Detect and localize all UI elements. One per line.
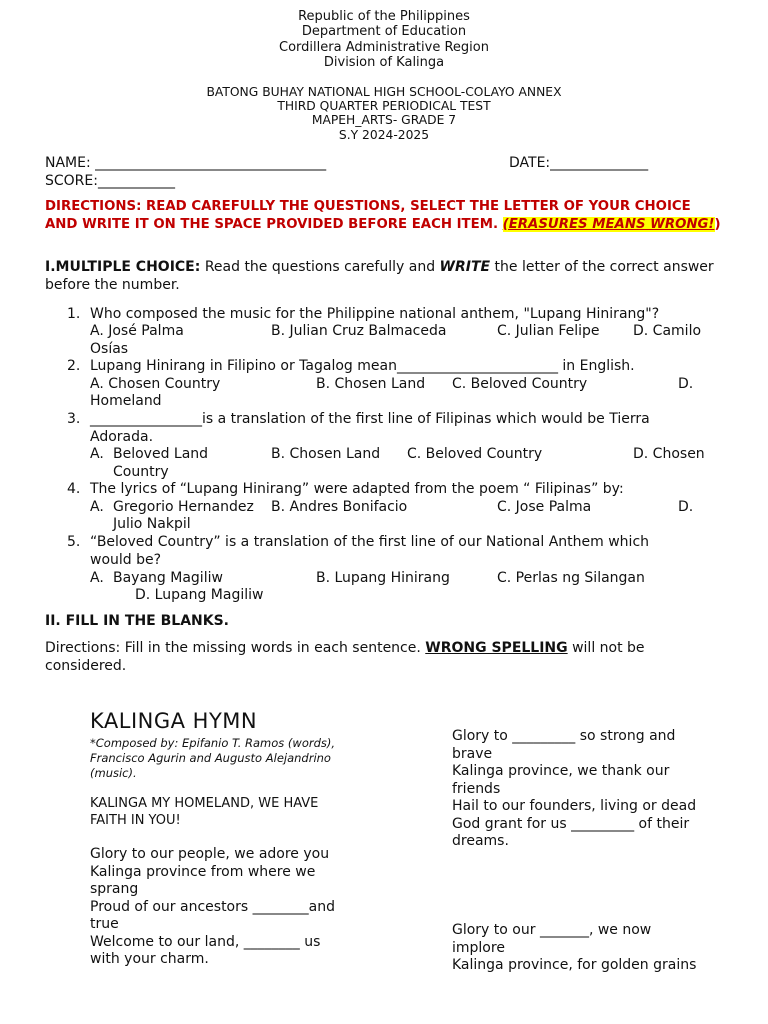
section2-title: II. FILL IN THE BLANKS.	[45, 613, 229, 629]
section1-instructions	[45, 259, 725, 294]
stanza-line: friends	[452, 780, 501, 797]
hymn-stanza-1	[90, 846, 335, 969]
option-a: Gregorio Hernandez	[113, 499, 254, 515]
section1-emph: WRITE	[439, 259, 491, 275]
refrain-line: FAITH IN YOU!	[90, 812, 181, 828]
stanza-line: Proud of our ancestors ________and	[90, 898, 335, 915]
option-c: C. Perlas ng Silangan	[497, 570, 645, 586]
option-a-letter: A.	[90, 570, 104, 586]
section2-dir-c: considered.	[45, 657, 127, 674]
wrong-spelling: WRONG SPELLING	[425, 640, 568, 656]
header-line: Division of Kalinga	[323, 54, 445, 70]
stanza-line: with your charm.	[90, 951, 209, 967]
stanza-line: Glory to our people, we adore you	[90, 846, 330, 862]
composer-line: *Composed by: Epifanio T. Ramos (words),	[90, 736, 336, 750]
option-b: B. Lupang Hinirang	[316, 570, 450, 586]
question-number: 5.	[67, 534, 81, 550]
question-text: Who composed the music for the Philippine national anthem, "Lupang Hinirang"?	[90, 306, 660, 322]
stanza-line: Kalinga province, we thank our	[452, 763, 670, 779]
erasures-warning: (ERASURES MEANS WRONG!	[502, 217, 715, 232]
score-field[interactable]: SCORE:___________	[45, 173, 175, 189]
stanza-line: sprang	[90, 881, 139, 897]
option-c: C. Jose Palma	[497, 499, 592, 515]
subject: MAPEH_ARTS- GRADE 7	[311, 113, 457, 128]
stanza-line: Welcome to our land, ________ us	[90, 933, 321, 950]
option-c: C. Beloved Country	[452, 376, 588, 392]
name-field[interactable]: NAME: _________________________________	[45, 155, 327, 171]
option-a: A. José Palma	[90, 323, 184, 339]
stanza-line: God grant for us _________ of their	[452, 815, 690, 832]
question-number: 4.	[67, 481, 81, 497]
stanza-line: Kalinga province, for golden grains	[452, 957, 697, 973]
section1-text-b: the letter of the correct answer before the number.	[45, 259, 714, 293]
option-a: Beloved Land	[113, 446, 209, 462]
stanza-line: Glory to _________ so strong and	[452, 728, 676, 744]
hymn-composer	[90, 736, 380, 781]
question-text: The lyrics of “Lupang Hinirang” were adapted from the poem “ Filipinas” by:	[90, 481, 624, 497]
section2-directions	[45, 640, 705, 675]
option-a-letter: A.	[90, 446, 104, 462]
option-b: B. Chosen Land	[316, 376, 426, 392]
hymn-title: KALINGA HYMN	[90, 709, 258, 733]
option-d-cont: Julio Nakpil	[113, 516, 191, 532]
option-d: D. Camilo	[633, 323, 702, 339]
option-a: A. Chosen Country	[90, 376, 221, 392]
composer-line: (music).	[90, 766, 137, 780]
directions-close: )	[714, 217, 721, 232]
question-number: 1.	[67, 306, 81, 322]
refrain-line: KALINGA MY HOMELAND, WE HAVE	[90, 796, 319, 811]
option-d-cont: Homeland	[90, 393, 162, 409]
option-d-cont: Osías	[90, 341, 129, 357]
stanza-line: Glory to our _______, we now	[452, 922, 652, 938]
directions-text: DIRECTIONS: READ CAREFULLY THE QUESTIONS, SELECT THE LETTER OF YOUR CHOICE AND WRITE IT ON THE SPACE PROVIDED BEFORE EACH ITEM.	[45, 199, 691, 232]
header-line: Cordillera Administrative Region	[279, 39, 489, 55]
option-b: B. Andres Bonifacio	[271, 499, 408, 515]
school-name: BATONG BUHAY NATIONAL HIGH SCHOOL-COLAYO ANNEX	[206, 85, 562, 99]
option-c: C. Beloved Country	[407, 446, 543, 462]
date-field[interactable]: DATE:______________	[509, 155, 649, 171]
header-school	[0, 85, 768, 142]
stanza-line: Hail to our founders, living or dead	[452, 798, 697, 814]
question-text: “Beloved Country” is a translation of the first line of our National Anthem which	[90, 534, 650, 550]
section2-dir-a: Directions: Fill in the missing words in each sentence.	[45, 640, 421, 656]
option-b: B. Julian Cruz Balmaceda	[271, 323, 447, 339]
option-d: D.	[678, 499, 694, 515]
option-c: C. Julian Felipe	[497, 323, 600, 339]
option-b: B. Chosen Land	[271, 446, 381, 462]
section1-text-a: Read the questions carefully and	[204, 259, 436, 275]
section1-title: I.MULTIPLE CHOICE:	[45, 259, 201, 275]
hymn-stanza-2	[452, 728, 696, 851]
option-d-cont: Country	[113, 464, 169, 480]
stanza-line: implore	[452, 939, 505, 956]
test-title: THIRD QUARTER PERIODICAL TEST	[277, 99, 491, 114]
option-d: D. Lupang Magiliw	[135, 587, 264, 603]
section2-dir-b: will not be	[572, 640, 645, 656]
question-number: 2.	[67, 358, 81, 374]
question-text: ________________is a translation of the first line of Filipinas which would be Tierra	[90, 411, 650, 427]
question-number: 3.	[67, 411, 81, 427]
school-year: S.Y 2024-2025	[338, 127, 430, 142]
composer-line: Francisco Agurin and Augusto Alejandrino	[90, 751, 331, 765]
hymn-refrain	[90, 796, 318, 829]
header-agency	[0, 9, 768, 70]
option-d: D.	[678, 376, 694, 392]
option-a: Bayang Magiliw	[113, 570, 223, 586]
directions	[45, 198, 725, 234]
stanza-line: dreams.	[452, 833, 509, 849]
header-line: Republic of the Philippines	[298, 9, 470, 24]
question-text: Lupang Hinirang in Filipino or Tagalog mean_______________________ in English.	[90, 358, 635, 374]
stanza-line: Kalinga province from where we	[90, 863, 316, 880]
hymn-stanza-3	[452, 922, 696, 975]
header-line: Department of Education	[301, 24, 467, 40]
question-text-cont: Adorada.	[90, 429, 154, 445]
option-d: D. Chosen	[633, 446, 705, 462]
question-text-cont: would be?	[90, 552, 162, 568]
option-a-letter: A.	[90, 499, 104, 515]
stanza-line: brave	[452, 745, 493, 762]
stanza-line: true	[90, 916, 119, 932]
